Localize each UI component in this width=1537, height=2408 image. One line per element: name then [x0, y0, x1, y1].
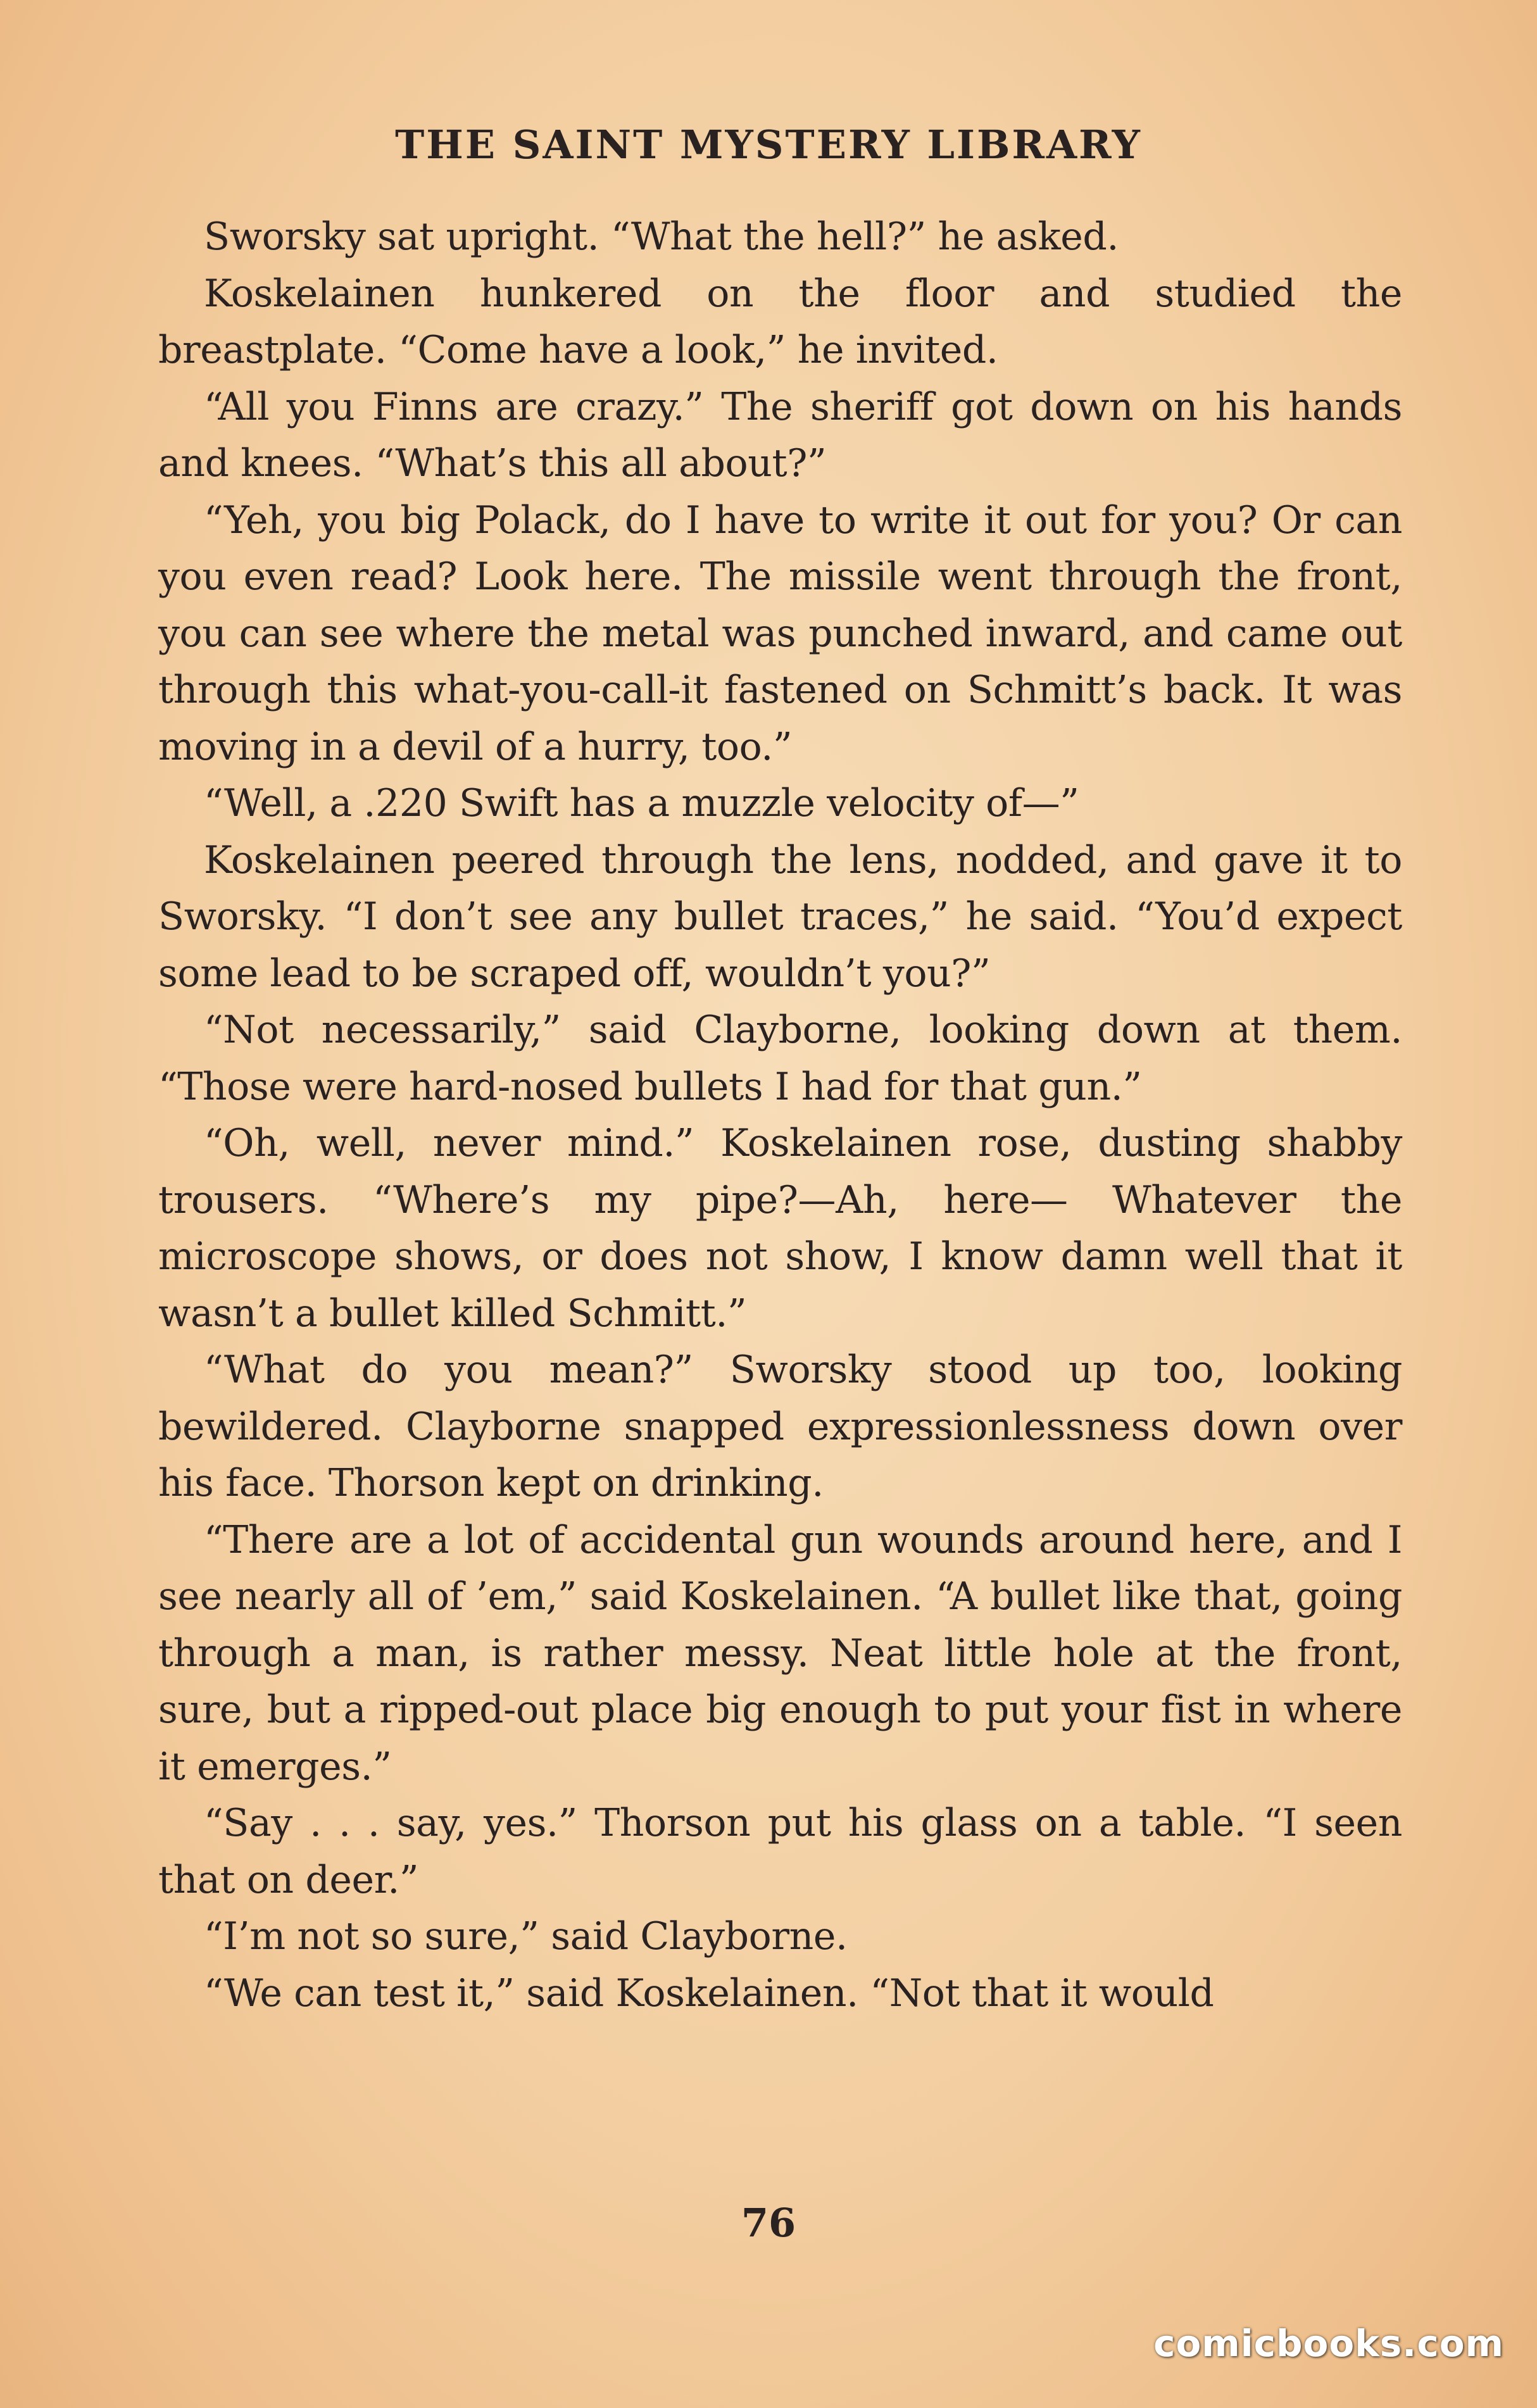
paragraph: “Not necessarily,” said Clayborne, looking down at them. “Those were hard-nosed bullets I had for that gun.”	[158, 1008, 1402, 1109]
paragraph: “Yeh, you big Polack, do I have to write it out for you? Or can you even read? Look here. The missile went through the front, you can see where the metal was punched inward, and came out through this what-you-call-it fastened on Schmitt’s back. It was moving in a devil of a hurry, too.”	[158, 498, 1402, 769]
watermark: comicbooks.com	[1153, 2322, 1504, 2365]
paragraph: Koskelainen hunkered on the floor and studied the breastplate. “Come have a look,” he invited.	[158, 271, 1402, 372]
paragraph: “I’m not so sure,” said Clayborne.	[204, 1914, 848, 1959]
paragraph: “Say . . . say, yes.” Thorson put his glass on a table. “I seen that on deer.”	[158, 1801, 1402, 1902]
paragraph: “What do you mean?” Sworsky stood up too, looking bewildered. Clayborne snapped expressionlessness down over his face. Thorson kept on drinking.	[158, 1348, 1402, 1505]
paragraph: Sworsky sat upright. “What the hell?” he asked.	[204, 215, 1119, 259]
paragraph: “We can test it,” said Koskelainen. “Not that it would	[204, 1971, 1214, 2016]
page-number: 76	[741, 2200, 796, 2246]
body-text	[158, 209, 1402, 2022]
paragraph: “All you Finns are crazy.” The sheriff got down on his hands and knees. “What’s this all about?”	[158, 384, 1402, 486]
paragraph: “There are a lot of accidental gun wounds around here, and I see nearly all of ’em,” said Koskelainen. “A bullet like that, going through a man, is rather messy. Neat little hole at the front, sure, but a ripped-out place big enough to put your fist in where it emerges.”	[158, 1517, 1402, 1789]
running-header: THE SAINT MYSTERY LIBRARY	[395, 122, 1142, 168]
paragraph: “Well, a .220 Swift has a muzzle velocity of—”	[204, 781, 1079, 825]
paragraph: “Oh, well, never mind.” Koskelainen rose, dusting shabby trousers. “Where’s my pipe?—Ah, here— Whatever the microscope shows, or does not show, I know damn well that it wasn’t a bullet killed Schmitt.”	[158, 1121, 1402, 1336]
paragraph: Koskelainen peered through the lens, nodded, and gave it to Sworsky. “I don’t see any bullet traces,” he said. “You’d expect some lead to be scraped off, wouldn’t you?”	[158, 837, 1402, 996]
